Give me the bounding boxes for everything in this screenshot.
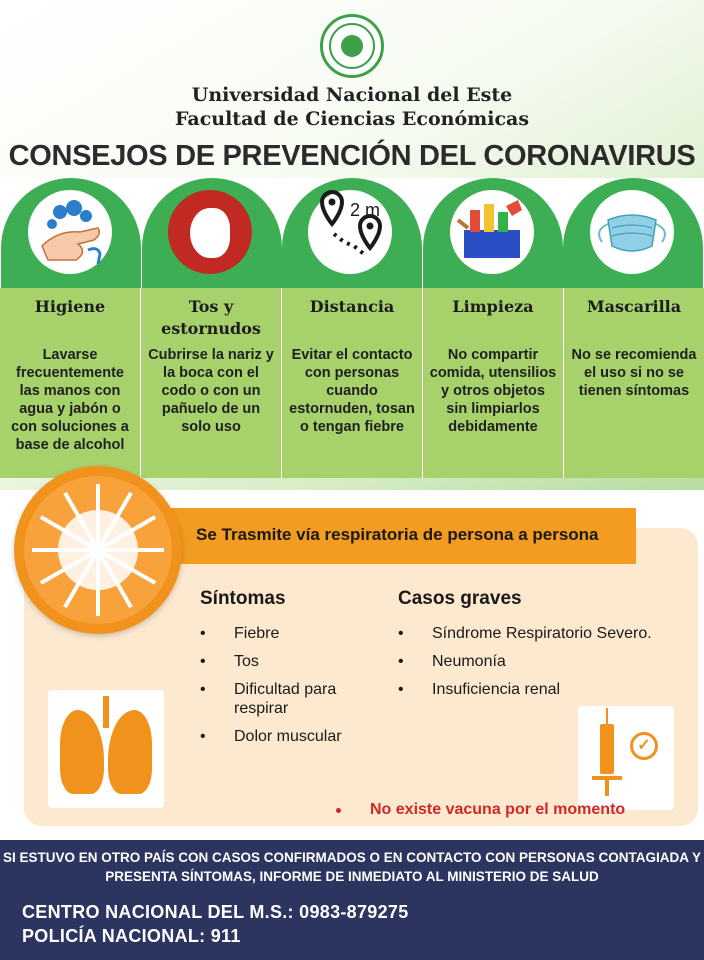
- footer-warning: SI ESTUVO EN OTRO PAÍS CON CASOS CONFIRMADOS O EN CONTACTO CON PERSONAS CONTAGIADA Y PRESENTA SÍNTOMAS, INFORME DE INMEDIATO AL MINISTERIO DE SALUD: [2, 850, 702, 884]
- tip-text: Lavarse frecuentemente las manos con agua y jabón o con soluciones a base de alcohol: [11, 347, 129, 453]
- distance-label: 2 m: [350, 200, 381, 220]
- tip-title: Distancia: [309, 297, 395, 316]
- footer: [0, 840, 704, 960]
- list-item: • Fiebre: [200, 624, 370, 643]
- tip-text: Evitar el contacto con personas cuando estornuden, tosan o tengan fiebre: [289, 347, 415, 435]
- sneeze-icon: [168, 190, 252, 274]
- tip-limpieza: [423, 288, 564, 478]
- tip-higiene: [0, 288, 141, 478]
- list-item: • Dolor muscular: [200, 727, 370, 746]
- bullet-dot: [336, 808, 341, 813]
- tip-text: No se recomienda el uso si no se tienen síntomas: [571, 347, 697, 399]
- tip-title: Limpieza: [452, 297, 534, 316]
- university-name: Universidad Nacional del Este: [191, 84, 513, 106]
- list-item: • Neumonía: [398, 652, 698, 671]
- transmission-banner: [150, 508, 636, 564]
- list-item: • Insuficiencia renal: [398, 680, 698, 699]
- hotline-police: POLICÍA NACIONAL: 911: [22, 926, 241, 946]
- severe-cases-list: [398, 624, 698, 708]
- hand-washing-icon: [28, 190, 112, 274]
- university-logo: [320, 14, 384, 78]
- face-mask-icon: [590, 190, 674, 274]
- virus-icon: [14, 466, 182, 634]
- tip-tos: [141, 288, 282, 478]
- cleaning-supplies-icon: [450, 190, 534, 274]
- tip-title: Tos y estornudos: [161, 297, 261, 338]
- lungs-icon: [48, 690, 164, 808]
- transmission-text: Se Trasmite vía respiratoria de persona a persona: [196, 525, 599, 544]
- tip-text: No compartir comida, utensilios y otros objetos sin limpiarlos debidamente: [429, 347, 557, 435]
- prevention-tips-grid: [0, 288, 704, 478]
- vaccine-syringe-icon: [578, 706, 674, 810]
- severe-cases-title: Casos graves: [398, 588, 522, 609]
- vaccine-note: No existe vacuna por el momento: [370, 801, 626, 818]
- tip-mascarilla: [564, 288, 704, 478]
- symptoms-list: [200, 624, 370, 755]
- faculty-name: Facultad de Ciencias Económicas: [174, 108, 530, 130]
- checkmark-icon: ✓: [630, 732, 658, 760]
- hotline-ms: CENTRO NACIONAL DEL M.S.: 0983-879275: [22, 902, 409, 922]
- list-item: • Dificultad para respirar: [200, 680, 370, 718]
- page-title: CONSEJOS DE PREVENCIÓN DEL CORONAVIRUS: [8, 140, 696, 172]
- tip-title: Mascarilla: [586, 297, 682, 316]
- list-item: • Síndrome Respiratorio Severo.: [398, 624, 698, 643]
- tip-text: Cubrirse la nariz y la boca con el codo o con un pañuelo de un solo uso: [148, 347, 274, 435]
- list-item: • Tos: [200, 652, 370, 671]
- symptoms-title: Síntomas: [200, 588, 286, 609]
- tip-distancia: [282, 288, 423, 478]
- tip-title: Higiene: [34, 297, 106, 316]
